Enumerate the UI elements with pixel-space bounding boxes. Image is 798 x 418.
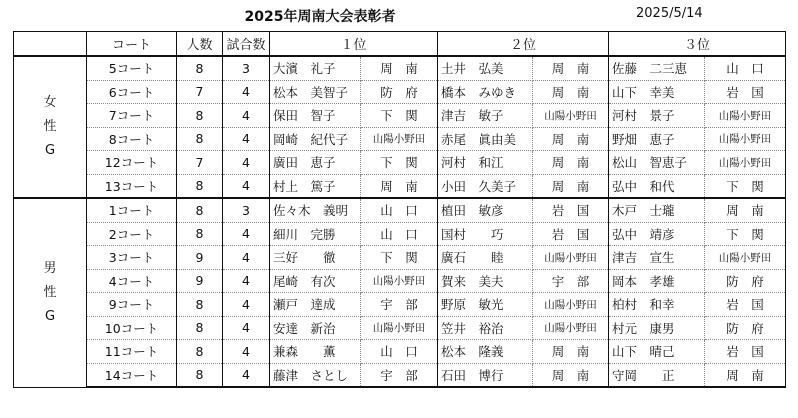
third-place-club: 防 府 <box>705 316 786 340</box>
second-place-name: 津吉 敏子 <box>438 104 533 128</box>
table-row <box>14 222 786 246</box>
table-row <box>14 127 786 151</box>
second-place-name: 野原 敏光 <box>438 293 533 317</box>
people-cell: 8 <box>177 222 223 246</box>
second-place-name: 河村 和江 <box>438 151 533 175</box>
first-place-club: 山陽小野田 <box>361 316 438 340</box>
second-place-name: 植田 敏彦 <box>438 198 533 222</box>
third-place-name: 柏村 和幸 <box>609 293 705 317</box>
third-place-name: 弘中 靖彦 <box>609 222 705 246</box>
third-place-club: 山陽小野田 <box>705 104 786 128</box>
group-label <box>14 56 87 198</box>
header-row <box>14 32 786 57</box>
results-table <box>13 31 786 388</box>
first-place-name: 保田 智子 <box>270 104 361 128</box>
table-row <box>14 246 786 270</box>
first-place-name: 藤津 さとし <box>270 363 361 387</box>
first-place-name: 瀬戸 達成 <box>270 293 361 317</box>
first-place-name: 松本 美智子 <box>270 80 361 104</box>
second-place-club: 宇 部 <box>533 269 609 293</box>
court-cell: 5コート <box>87 56 177 80</box>
third-place-club: 下 関 <box>705 174 786 198</box>
first-place-club: 周 南 <box>361 56 438 80</box>
second-place-name: 笠井 裕治 <box>438 316 533 340</box>
third-place-club: 山 口 <box>705 56 786 80</box>
people-cell: 8 <box>177 340 223 364</box>
matches-cell: 4 <box>223 80 270 104</box>
first-place-name: 尾崎 有次 <box>270 269 361 293</box>
second-place-club: 岩 国 <box>533 198 609 222</box>
first-place-club: 下 関 <box>361 104 438 128</box>
people-cell: 9 <box>177 269 223 293</box>
first-place-club: 山陽小野田 <box>361 269 438 293</box>
court-cell: 7コート <box>87 104 177 128</box>
table-row <box>14 269 786 293</box>
table-row <box>14 104 786 128</box>
group-label-line: 性 <box>43 284 57 300</box>
first-place-club: 宇 部 <box>361 363 438 387</box>
table-row <box>14 56 786 80</box>
first-place-name: 兼森 薫 <box>270 340 361 364</box>
matches-cell: 4 <box>223 127 270 151</box>
first-place-club: 山陽小野田 <box>361 127 438 151</box>
first-place-club: 下 関 <box>361 246 438 270</box>
first-place-club: 山 口 <box>361 222 438 246</box>
header-second: ２位 <box>438 32 609 57</box>
table-row <box>14 340 786 364</box>
third-place-name: 村元 康男 <box>609 316 705 340</box>
first-place-club: 宇 部 <box>361 293 438 317</box>
court-cell: 6コート <box>87 80 177 104</box>
court-cell: 11コート <box>87 340 177 364</box>
third-place-club: 山陽小野田 <box>705 151 786 175</box>
table-row <box>14 198 786 222</box>
people-cell: 8 <box>177 174 223 198</box>
second-place-club: 岩 国 <box>533 222 609 246</box>
first-place-club: 周 南 <box>361 174 438 198</box>
third-place-name: 河村 景子 <box>609 104 705 128</box>
third-place-club: 防 府 <box>705 269 786 293</box>
group-label-line: 男 <box>43 260 57 276</box>
third-place-name: 佐藤 二三恵 <box>609 56 705 80</box>
table-row <box>14 363 786 387</box>
third-place-club: 周 南 <box>705 363 786 387</box>
first-place-name: 安達 新治 <box>270 316 361 340</box>
table-row <box>14 174 786 198</box>
first-place-name: 村上 篤子 <box>270 174 361 198</box>
matches-cell: 4 <box>223 293 270 317</box>
second-place-name: 土井 弘美 <box>438 56 533 80</box>
people-cell: 8 <box>177 363 223 387</box>
court-cell: 13コート <box>87 174 177 198</box>
second-place-name: 石田 博行 <box>438 363 533 387</box>
second-place-club: 周 南 <box>533 127 609 151</box>
date-label: 2025/5/14 <box>636 6 703 21</box>
court-cell: 1コート <box>87 198 177 222</box>
header-matches: 試合数 <box>223 32 270 57</box>
header-third: ３位 <box>609 32 786 57</box>
third-place-name: 守岡 正 <box>609 363 705 387</box>
second-place-club: 周 南 <box>533 151 609 175</box>
matches-cell: 4 <box>223 363 270 387</box>
third-place-name: 山下 晴己 <box>609 340 705 364</box>
first-place-name: 廣田 恵子 <box>270 151 361 175</box>
second-place-club: 山陽小野田 <box>533 293 609 317</box>
third-place-name: 弘中 和代 <box>609 174 705 198</box>
matches-cell: 3 <box>223 198 270 222</box>
matches-cell: 4 <box>223 222 270 246</box>
people-cell: 8 <box>177 198 223 222</box>
matches-cell: 3 <box>223 56 270 80</box>
first-place-name: 岡崎 紀代子 <box>270 127 361 151</box>
first-place-club: 山 口 <box>361 198 438 222</box>
third-place-club: 山陽小野田 <box>705 246 786 270</box>
third-place-club: 下 関 <box>705 222 786 246</box>
second-place-name: 松本 隆義 <box>438 340 533 364</box>
second-place-name: 賀来 美夫 <box>438 269 533 293</box>
people-cell: 8 <box>177 56 223 80</box>
court-cell: 2コート <box>87 222 177 246</box>
matches-cell: 4 <box>223 104 270 128</box>
header-people: 人数 <box>177 32 223 57</box>
third-place-name: 津吉 宣生 <box>609 246 705 270</box>
first-place-name: 佐々木 義明 <box>270 198 361 222</box>
first-place-club: 下 関 <box>361 151 438 175</box>
header-first: １位 <box>270 32 438 57</box>
table-row <box>14 293 786 317</box>
table-row <box>14 316 786 340</box>
first-place-club: 防 府 <box>361 80 438 104</box>
third-place-name: 木戸 士瓏 <box>609 198 705 222</box>
third-place-club: 周 南 <box>705 198 786 222</box>
third-place-club: 山陽小野田 <box>705 127 786 151</box>
group-label-line: G <box>44 143 56 158</box>
people-cell: 9 <box>177 246 223 270</box>
table-row <box>14 151 786 175</box>
second-place-name: 国村 巧 <box>438 222 533 246</box>
table-body <box>14 56 786 387</box>
third-place-club: 岩 国 <box>705 80 786 104</box>
first-place-club: 山 口 <box>361 340 438 364</box>
court-cell: 14コート <box>87 363 177 387</box>
court-cell: 8コート <box>87 127 177 151</box>
second-place-club: 周 南 <box>533 363 609 387</box>
table-row <box>14 80 786 104</box>
second-place-name: 廣石 睦 <box>438 246 533 270</box>
third-place-name: 野畑 恵子 <box>609 127 705 151</box>
second-place-club: 周 南 <box>533 340 609 364</box>
third-place-club: 岩 国 <box>705 340 786 364</box>
matches-cell: 4 <box>223 340 270 364</box>
court-cell: 3コート <box>87 246 177 270</box>
first-place-name: 大濱 礼子 <box>270 56 361 80</box>
third-place-name: 山下 幸美 <box>609 80 705 104</box>
second-place-name: 橋本 みゆき <box>438 80 533 104</box>
second-place-name: 赤尾 眞由美 <box>438 127 533 151</box>
group-label <box>14 198 87 387</box>
court-cell: 4コート <box>87 269 177 293</box>
matches-cell: 4 <box>223 174 270 198</box>
people-cell: 8 <box>177 127 223 151</box>
group-label-line: G <box>44 308 56 324</box>
second-place-club: 山陽小野田 <box>533 104 609 128</box>
matches-cell: 4 <box>223 269 270 293</box>
group-label-line: 女 <box>43 95 57 110</box>
court-cell: 9コート <box>87 293 177 317</box>
court-cell: 10コート <box>87 316 177 340</box>
people-cell: 7 <box>177 80 223 104</box>
court-cell: 12コート <box>87 151 177 175</box>
third-place-club: 岩 国 <box>705 293 786 317</box>
group-label-line: 性 <box>43 119 57 134</box>
first-place-name: 三好 徹 <box>270 246 361 270</box>
third-place-name: 松山 智恵子 <box>609 151 705 175</box>
people-cell: 7 <box>177 151 223 175</box>
second-place-name: 小田 久美子 <box>438 174 533 198</box>
matches-cell: 4 <box>223 316 270 340</box>
people-cell: 8 <box>177 293 223 317</box>
second-place-club: 周 南 <box>533 80 609 104</box>
people-cell: 8 <box>177 104 223 128</box>
third-place-name: 岡本 孝雄 <box>609 269 705 293</box>
first-place-name: 細川 完勝 <box>270 222 361 246</box>
header-group <box>14 32 87 57</box>
second-place-club: 周 南 <box>533 174 609 198</box>
people-cell: 8 <box>177 316 223 340</box>
matches-cell: 4 <box>223 151 270 175</box>
second-place-club: 山陽小野田 <box>533 246 609 270</box>
second-place-club: 周 南 <box>533 56 609 80</box>
page-title: 2025年周南大会表彰者 <box>244 9 396 25</box>
second-place-club: 山陽小野田 <box>533 316 609 340</box>
matches-cell: 4 <box>223 246 270 270</box>
header-court: コート <box>87 32 177 57</box>
